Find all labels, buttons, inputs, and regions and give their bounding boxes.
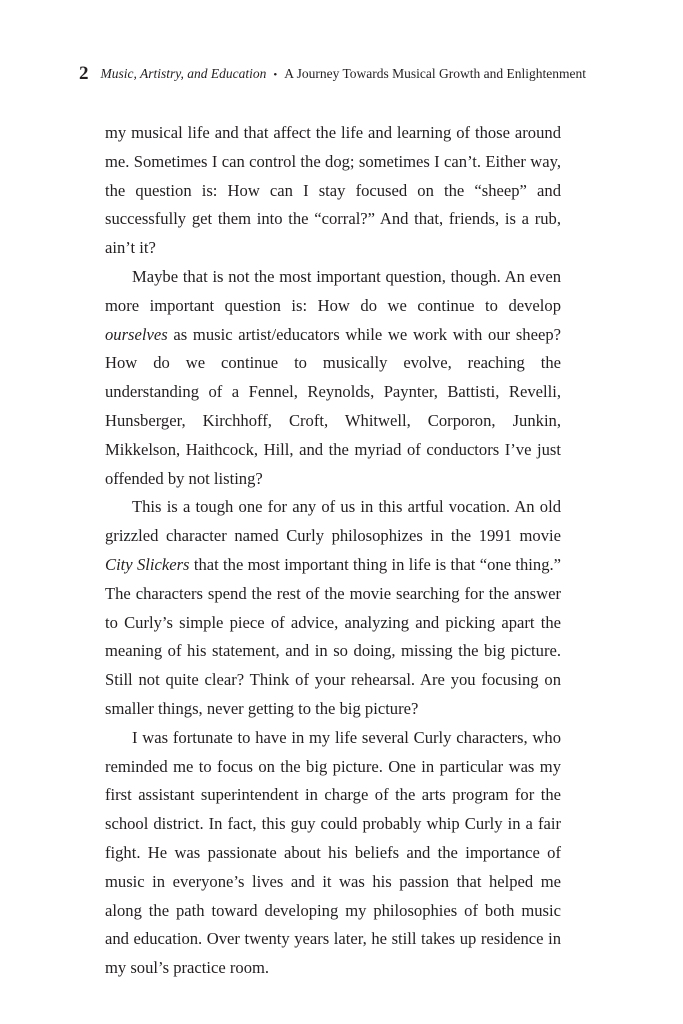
paragraph-2-italic: ourselves [105,324,168,344]
book-title: Music, Artistry, and Education [100,66,267,81]
page-number: 2 [79,63,89,84]
paragraph-1: my musical life and that affect the life and learning of those around me. Sometimes I can control the dog; sometimes I can’t. Either way, the question is: How can I stay focused on the “sheep” and successfully get them into the “corral?” And that, friends, is a rub, ain’t it? [105,123,561,258]
paragraph-4: I was fortunate to have in my life several Curly characters, who reminded me to focus on the big picture. One in particular was my first assistant superintendent in charge of the arts program for the school district. In fact, this guy could probably whip Curly in a fair fight. He was passionate about his beliefs and the importance of music in everyone’s lives and it was his passion that helped me along the path toward developing my philosophies of both music and education. Over twenty years later, he still takes up residence in my soul’s practice room. [105,727,561,978]
paragraph-3-text-b: that the most important thing in life is that “one thing.” The characters spend the rest of the movie searching for the answer to Curly’s simple piece of advice, analyzing and picking apart the meaning of his statement, and in so doing, missing the big picture. Still not quite clear? Think of your rehearsal. Are you focusing on smaller things, never getting to the big picture? [105,554,561,718]
chapter-title: A Journey Towards Musical Growth and Enlightenment [284,66,586,81]
header-separator: • [273,69,278,81]
running-header [79,63,586,85]
paragraph-2 [105,263,561,493]
paragraph-2-text-b: as music artist/educators while we work with our sheep? How do we continue to musically evolve, reaching the understanding of a Fennel, Reynolds, Paynter, Battisti, Revelli, Hunsberger, Kirchhoff, Croft, Whitwell, Corporon, Junkin, Mikkelson, Haithcock, Hill, and the myriad of conductors I’ve just offended by not listing? [105,324,561,488]
paragraph-2-text-a: Maybe that is not the most important question, though. An even more important question is: How do we continue to develop [105,266,561,315]
body-text [105,119,561,983]
paragraph-3 [105,493,561,723]
paragraph-3-italic: City Slickers [105,554,190,574]
paragraph-3-text-a: This is a tough one for any of us in this artful vocation. An old grizzled character named Curly philosophizes in the 1991 movie [105,497,561,546]
